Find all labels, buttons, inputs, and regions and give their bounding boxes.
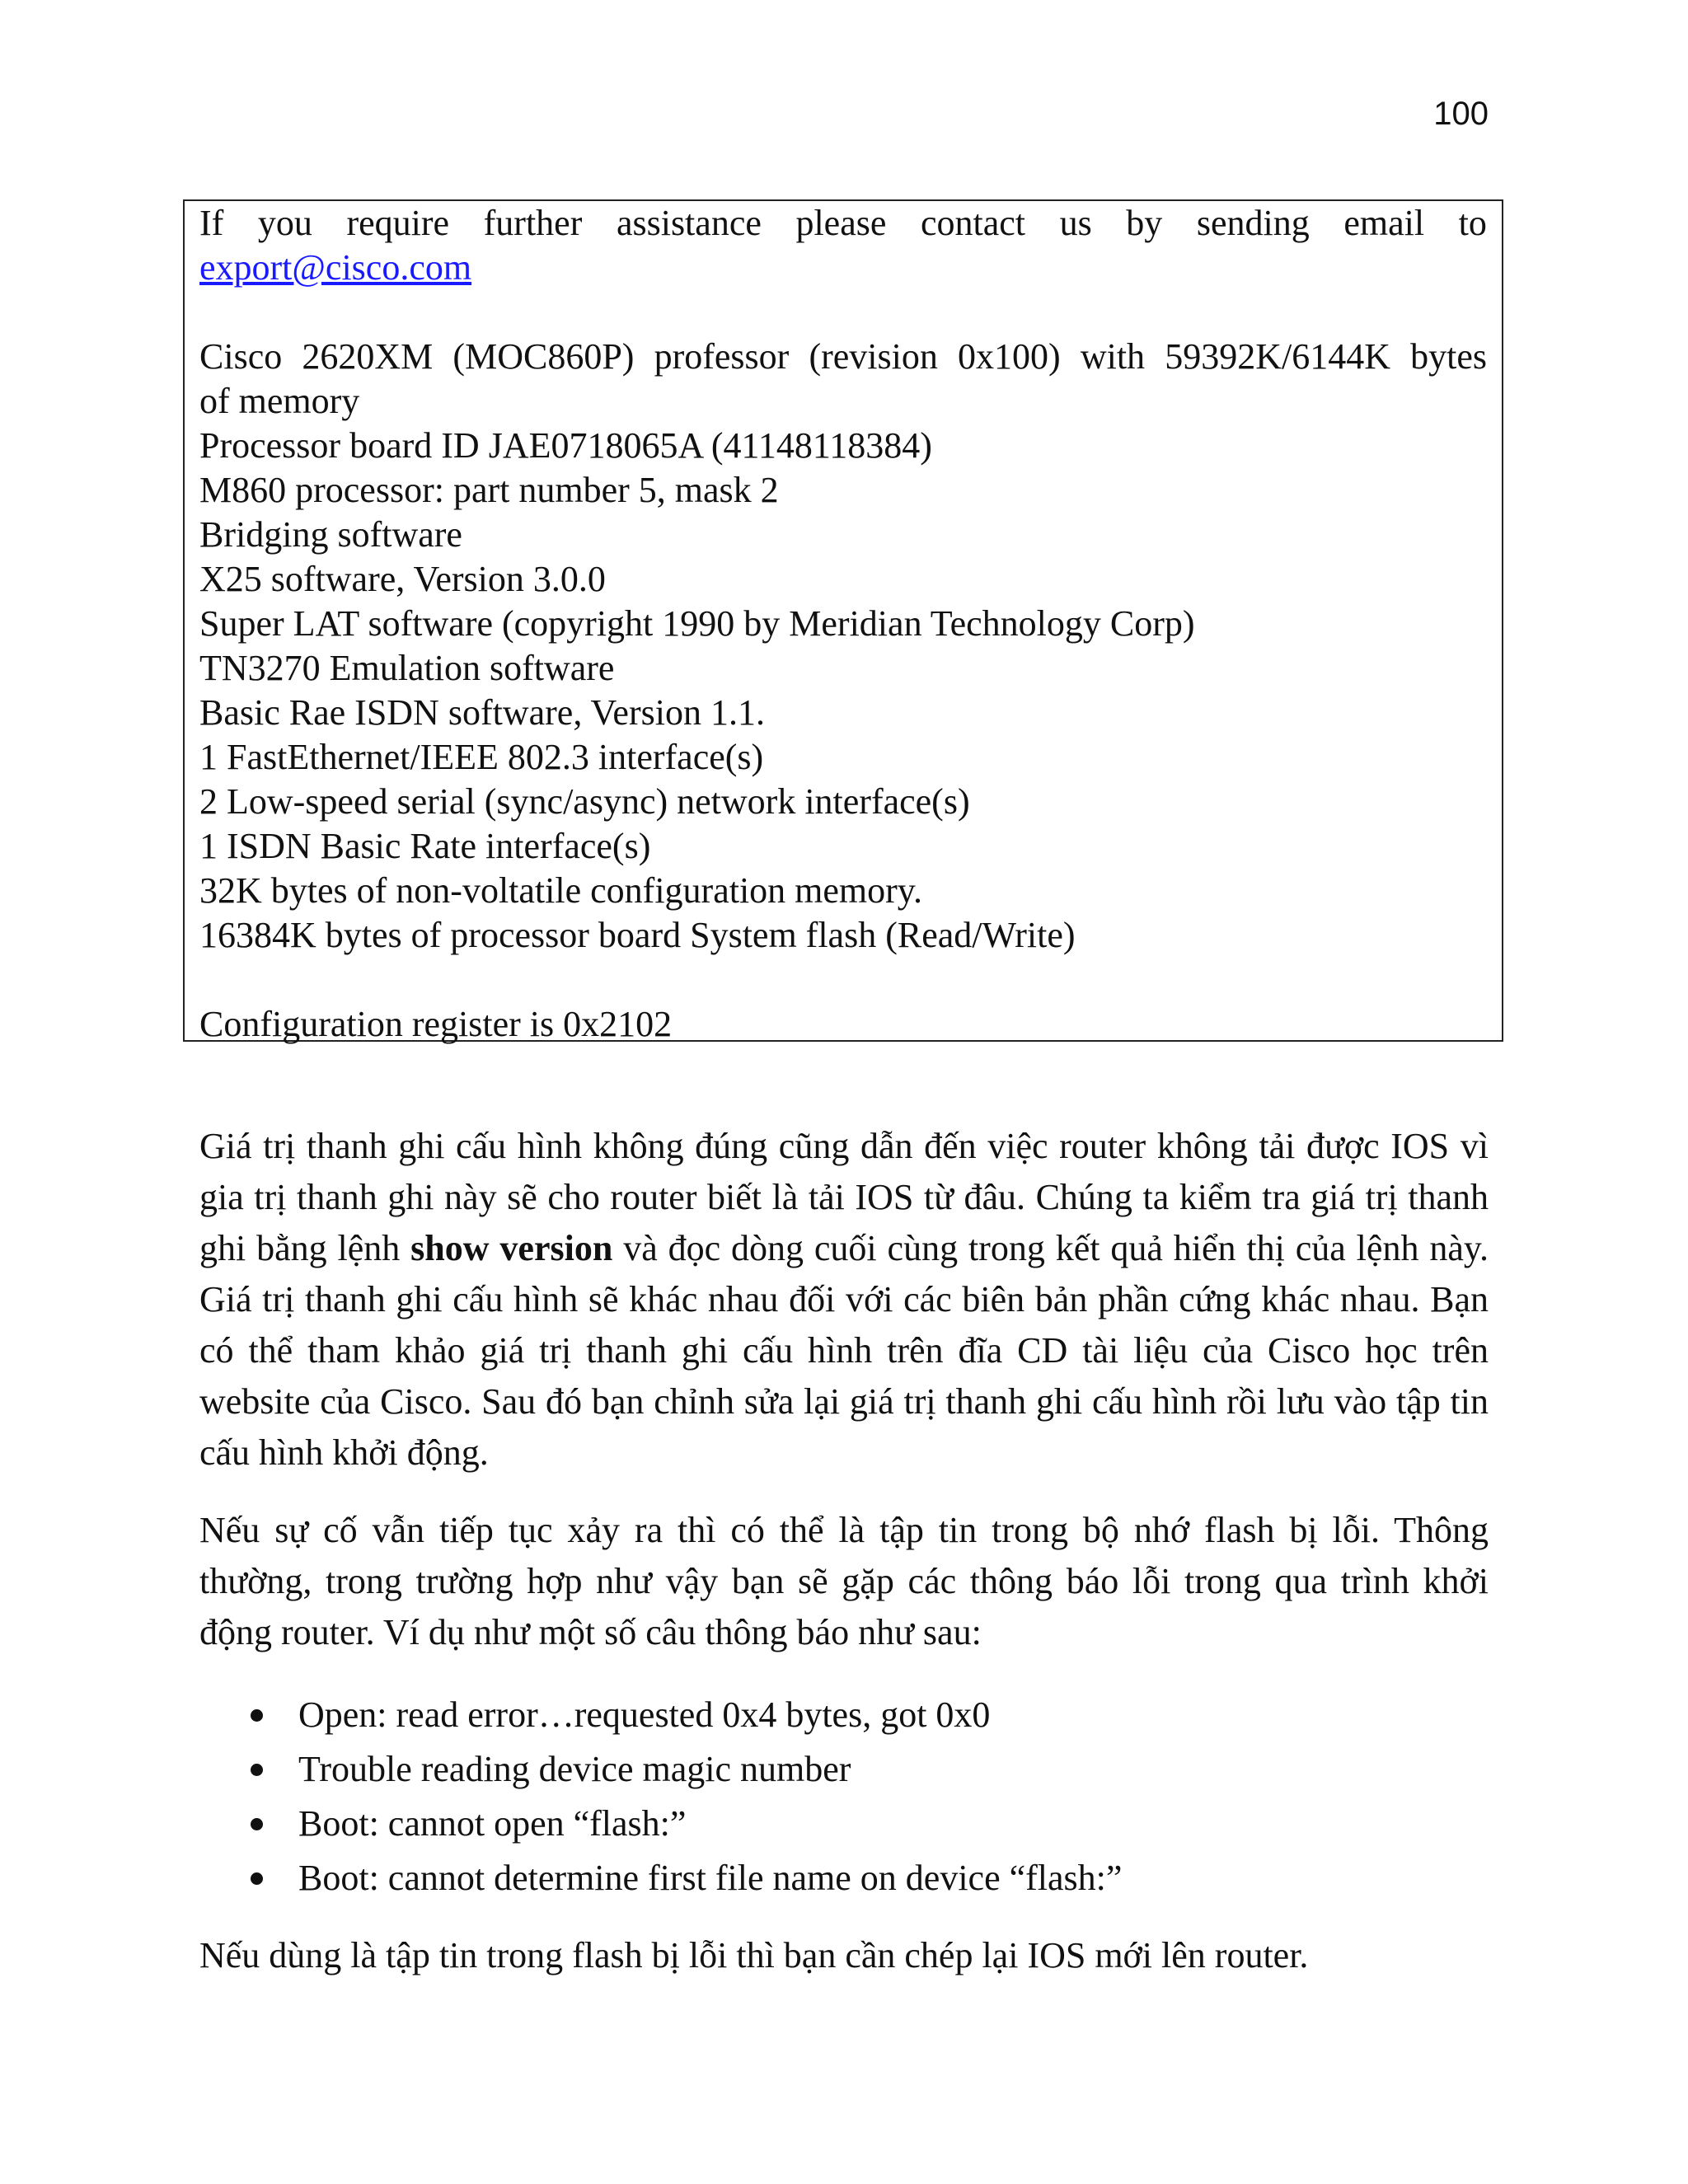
memory-word: (MOC860P) [452,336,635,377]
memory-word: professor [654,336,790,377]
console-line: 1 ISDN Basic Rate interface(s) [199,826,651,866]
memory-word: 2620XM [302,336,434,377]
memory-word: 59392K/6144K [1165,336,1390,377]
console-line: Basic Rae ISDN software, Version 1.1. [199,692,765,733]
bullet-icon [251,1818,263,1830]
paragraph-flash-error: Nếu sự cố vẫn tiếp tục xảy ra thì có thể là tập tin trong bộ nhớ flash bị lỗi. Thông thường, trong trường hợp như vậy bạn sẽ gặp các thông báo lỗi trong qua trình khởi động router. Ví dụ như một số câu thông báo như sau: [199,1510,1489,1652]
console-line: M860 processor: part number 5, mask 2 [199,470,779,510]
list-item [247,1742,1122,1797]
console-line: of memory [199,381,360,421]
bullet-icon [251,1872,263,1885]
memory-word: (revision [809,336,938,377]
paragraph-config-register [199,1121,1489,1479]
intro-word: further [483,203,583,243]
console-memory-line [199,335,1487,379]
list-item [247,1851,1122,1905]
list-item-text: Trouble reading device magic number [298,1749,851,1789]
list-item [247,1688,1122,1742]
page-number: 100 [1433,96,1489,132]
intro-word: please [795,203,887,243]
list-item-text: Open: read error…requested 0x4 bytes, got 0x0 [298,1694,991,1735]
intro-word: us [1059,203,1092,243]
console-line: X25 software, Version 3.0.0 [199,559,606,599]
paragraph-copy-ios: Nếu dùng là tập tin trong flash bị lỗi thì bạn cần chép lại IOS mới lên router. [199,1935,1309,1975]
memory-word: 0x100) [958,336,1061,377]
memory-word: bytes [1410,336,1487,377]
paragraph-text: Giá trị thanh ghi cấu hình không đúng cũng dẫn đến việc router không tải được IOS vì gia trị thanh ghi này sẽ cho router biết là tải IOS từ đâu. Chúng ta kiểm tra giá trị thanh ghi bằng lệnh [199,1126,1489,1268]
email-link[interactable]: export@cisco.com [199,247,472,288]
bullet-icon [251,1709,263,1722]
list-item-text: Boot: cannot determine first file name on device “flash:” [298,1858,1123,1898]
intro-word: email [1343,203,1425,243]
console-line: 32K bytes of non-voltatile configuration memory. [199,870,922,911]
intro-word: you [257,203,312,243]
command-show-version: show version [410,1228,613,1268]
intro-word: assistance [616,203,762,243]
bullet-icon [251,1764,263,1776]
intro-word: by [1126,203,1163,243]
console-line: Processor board ID JAE0718065A (41148118384) [199,425,932,466]
intro-word: require [346,203,450,243]
list-item-text: Boot: cannot open “flash:” [298,1803,687,1844]
memory-word: with [1080,336,1146,377]
paragraph-text: và đọc dòng cuối cùng trong kết quả hiển thị của lệnh này. Giá trị thanh ghi cấu hình sẽ khác nhau đối với các biên bản phần cứng khác nhau. Bạn có thể tham khảo giá trị thanh ghi cấu hình trên đĩa CD tài liệu của Cisco học trên website của Cisco. Sau đó bạn chỉnh sửa lại giá trị thanh ghi cấu hình rồi lưu vào tập tin cấu hình khởi động. [199,1228,1489,1473]
console-line: 16384K bytes of processor board System flash (Read/Write) [199,915,1076,955]
intro-word: sending [1196,203,1310,243]
console-output-box [183,199,1503,1042]
intro-word: If [199,203,224,243]
console-line: Super LAT software (copyright 1990 by Meridian Technology Corp) [199,603,1195,644]
console-line: Bridging software [199,514,462,555]
config-register-line: Configuration register is 0x2102 [199,1004,673,1044]
intro-word: contact [920,203,1026,243]
memory-word: Cisco [199,336,283,377]
console-line: 1 FastEthernet/IEEE 802.3 interface(s) [199,737,764,777]
list-item [247,1797,1122,1851]
error-message-list [247,1688,1122,1905]
console-line: TN3270 Emulation software [199,648,615,688]
console-intro-line [199,201,1487,246]
console-line: 2 Low-speed serial (sync/async) network interface(s) [199,781,970,822]
intro-word: to [1458,203,1487,243]
